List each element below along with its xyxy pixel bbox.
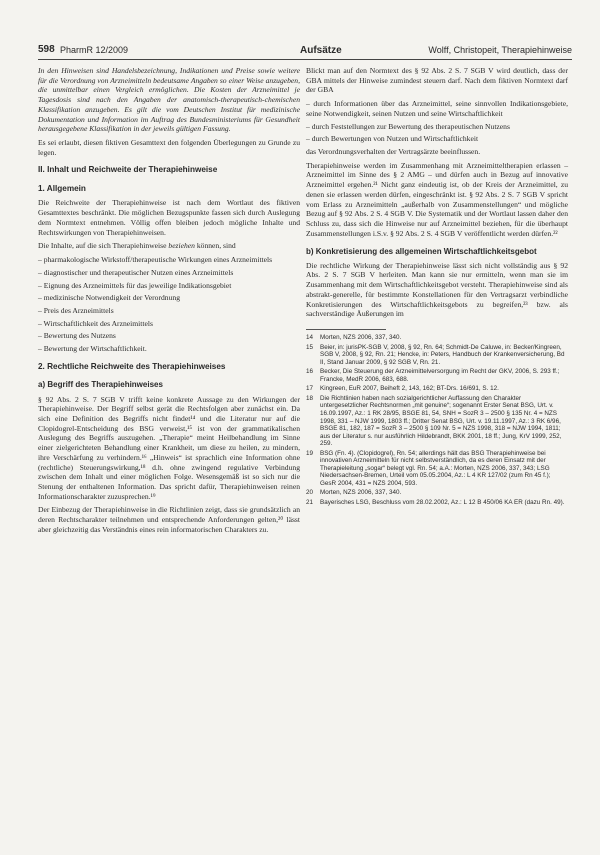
paragraph: Therapiehinweise werden im Zusammenhang mit Arzneimitteltherapien erlassen – Arzneimittel im Sinne des § 2 AMG – und dürfen auch in Bezug auf innovative Arzneimittel ergehen.²¹ Nicht ganz eindeutig ist, ob der Kreis der Arzneimittel, zu denen sie erlassen werden dürfen, eingeschränkt ist. § 92 Abs. 2 S. 7 SGB V spricht vom Erlass zu Arzneimitteln „außerhalb von Zusammenstellungen“ und mögliche Bezug auf § 92 Abs. 2 S. 4 SGB V. Die Systematik und der Wortlaut lassen daher den Schluss zu, dass sich die Hinweise nur auf Arzneimittel beziehen, für die überhaupt Zusammenstellungen i.S.v. § 92 Abs. 2 S. 4 SGB V veröffentlicht werden dürfen.²²: [306, 160, 568, 238]
paragraph: Die Reichweite der Therapiehinweise ist nach dem Wortlaut des fiktiven Gesamttextes beschränkt. Die möglichen Bezugspunkte fassen sich durch Auslegung dem Normtext entnehmen. Völlig offen bleiben jedoch mögliche Inhalte und Rechtswirkungen von Therapiehinweisen.: [38, 198, 300, 237]
paragraph: Es sei erlaubt, diesen fiktiven Gesamttext den folgenden Überlegungen zu Grunde zu legen.: [38, 138, 300, 157]
list-item: – pharmakologische Wirkstoff/therapeutische Wirkungen eines Arzneimittels: [38, 255, 273, 265]
paragraph: § 92 Abs. 2 S. 7 SGB V trifft keine konkrete Aussage zu den Wirkungen der Therapiehinweise. Der Begriff selbst gerät die Rechtsfolgen aber zunächst ein. Da sich eine Definition des Begriffs nicht findet¹⁴ und die Literatur nur auf die Clopidogrel-Entscheidung des BSG verweist,¹⁵ ist von der grammatikalischen Auslegung des Begriffs auszugehen. „Therapie“ meint Heilbehandlung im Sinne einer zielgerichteten Behandlung einer Krankheit, um diese zu heilen, zu mindern, ihre Verschärfung zu verhindern.¹⁶ „Hinweis“ ist sprachlich eine Information ohne (rechtliche) Steuerungswirkung,¹⁸ d.h. ohne zwingend regulative Verbindung zwischen dem Inhalt und einer möglichen Folge. Wesensgemäß ist so sich nur die Stenung der enthaltenen Information. Das spricht dafür, Therapiehinweisen reinen Informationscharakter zuzusprechen.¹⁹: [38, 394, 300, 501]
paragraph: das Verordnungsverhalten der Vertragsärzte beeinflussen.: [306, 147, 481, 157]
article-author: Wolff, Christopeit, Therapiehinweise: [428, 45, 572, 55]
list-item: – medizinische Notwendigkeit der Verordnung: [38, 293, 180, 303]
quoted-norm-text: In den Hinweisen sind Handelsbezeichnung, Indikationen und Preise sowie weitere für die Verordnung von Arzneimitteln bedeutsame Angaben so einer Weise anzugeben, die unmittelbar einen Vergleich ermöglichen. Die Kosten der Arzneimittel je Tagesdosis sind nach den Angaben der anatomisch-therapeutisch-chemischen Klassifikation anzugeben. Es gilt die vom Deutschen Institut für medizinische Dokumentation und Information im Auftrag des Bundesministeriums für Gesundheit herausgegebene Klassifikation in der jeweils gültigen Fassung.: [38, 66, 300, 134]
footnote: 19 BSG (Fn. 4). (Clopidogrel), Rn. 54; allerdings hält das BSG Therapiehinweise bei innovativen Arzneimitteln für nicht selbstverständlich, da es deren Einsatz mit der Therapieleitung „sogar“ belegt vgl. Rn. 54; a.A.: Morten, NZS 2006, 337, 343; LSG Niedersachsen-Bremen, Urteil vom 05.05.2004, Az.: L 4 KR 127/02 (zum Rn 45 f.); GesR 2004, 431 = NZS 2004, 593.: [306, 449, 551, 487]
list-item: – Eignung des Arzneimittels für das jeweilige Indikationsgebiet: [38, 280, 232, 290]
header-rule: [38, 59, 572, 60]
footnote-rule: [306, 329, 386, 330]
paragraph: Der Einbezug der Therapiehinweise in die Richtlinien zeigt, dass sie grundsätzlich an deren Rechtscharakter teilnehmen und entsprechende Anforderungen gelten,²⁰ lässt aber gleichzeitig das Verständnis eines rein informatorischen Charakters zu.: [38, 505, 300, 534]
subsection-heading-2: 2. Rechtliche Reichweite des Therapiehinweises: [38, 361, 226, 371]
section-heading-II: II. Inhalt und Reichweite der Therapiehinweise: [38, 165, 218, 175]
paragraph: Blickt man auf den Normtext des § 92 Abs. 2 S. 7 SGB V wird deutlich, dass der GBA mittels der Hinweise zumindest steuern darf. Nach dem fiktiven Normtext darf der GBA: [306, 66, 568, 95]
subsection-heading-b: b) Konkretisierung des allgemeinen Wirtschaftlichkeitsgebot: [306, 246, 537, 256]
list-item: – durch Informationen über das Arzneimittel, seine sinnvollen Indikationsgebiete, seine Notwendigkeit, seinen Nutzen und seine Wirtschaftlichkeit: [306, 99, 568, 118]
right-column: [306, 66, 568, 509]
section-title: Aufsätze: [300, 45, 342, 56]
subsection-heading-a: a) Begriff des Therapiehinweises: [38, 380, 163, 390]
footnote: 20 Morten, NZS 2006, 337, 340.: [306, 489, 402, 497]
footnote: 21 Bayerisches LSG, Beschluss vom 28.02.2002, Az.: L 12 B 450/06 KA ER (dazu Rn. 49).: [306, 498, 565, 506]
footnote: 16 Becker, Die Steuerung der Arzneimittelversorgung im Recht der GKV, 2006, S. 293 ff.; Francke, MedR 2006, 683, 688.: [306, 368, 560, 383]
list-item: – Bewertung des Nutzens: [38, 331, 116, 341]
list-item: – durch Feststellungen zur Bewertung des therapeutischen Nutzens: [306, 121, 510, 131]
running-header: [38, 44, 572, 58]
left-column: [38, 66, 300, 539]
page-number: 598: [38, 44, 55, 55]
list-item: – Bewertung der Wirtschaftlichkeit.: [38, 344, 147, 354]
footnote: 18 Die Richtlinien haben nach sozialgerichtlicher Auffassung den Charakter untergesetzlicher Rechtsnormen „mit genuine“; sogenannt Erster Senat BSG, Urt. v. 16.09.1997, Az.: 1 RK 28/95, BSGE 81, 54, SNH = SozR 3 – 2500 § 135 Nr. 4 = NZS 1998, 331 – NJW 1999, 1803 ff.; Dritter Senat BSG, Urt. v. 19.11.1997, Az.: 3 RK 6/96, BSGE 81, 182, 187 = SozR 3 – 2500 § 109 Nr. 5 = NZS 1998, 318 = NJW 1994, 1811; aus der Literatur s. nur ausführlich Hildebrandt, BKK 2001, 18 ff.; Jung, KrV 1999, 252, 259.: [306, 394, 562, 448]
list-item: – durch Bewertungen von Nutzen und Wirtschaftlichkeit: [306, 134, 479, 144]
list-item: – Wirtschaftlichkeit des Arzneimittels: [38, 318, 153, 328]
footnote: 17 Kingreen, EuR 2007, Beiheft 2, 143, 162; BT-Drs. 16/691, S. 12.: [306, 385, 499, 393]
paragraph: Die rechtliche Wirkung der Therapiehinweise lässt sich nicht vollständig aus § 92 Abs. 2 S. 7 SGB V herleiten. Man kann sie nur ermitteln, wenn man sie im Zusammenhang mit dem Wirtschaftlichkeitsgebot versteht. Therapiehinweise sind als abstrakt-generelle, für bestimmte Konstellationen für den Vertragsarzt verbindliche Konkretisierungen des Wirtschaftlichkeitsgebots zu begreifen,²³ bzw. als sachverständige Äußerungen im: [306, 260, 568, 319]
paragraph: Die Inhalte, auf die sich Therapiehinweise beziehen können, sind: [38, 241, 236, 251]
list-item: – Preis des Arzneimittels: [38, 305, 114, 315]
journal-issue: PharmR 12/2009: [60, 45, 129, 55]
list-item: – diagnostischer und therapeutischer Nutzen eines Arzneimittels: [38, 267, 234, 277]
footnote: 15 Beier, in: jurisPK-SGB V, 2008, § 92, Rn. 64; Schmidt-De Caluwe, in: Becker/Kingreen, SGB V, 2008, § 92, Rn. 21; Hencke, in: Peters, Handbuch der Krankenversicherung, Bd II, Stand Januar 2009, § 92 SGB V, Rn. 21.: [306, 343, 565, 366]
footnote: 14 Morten, NZS 2006, 337, 340.: [306, 334, 402, 342]
subsection-heading-1: 1. Allgemein: [38, 183, 86, 193]
